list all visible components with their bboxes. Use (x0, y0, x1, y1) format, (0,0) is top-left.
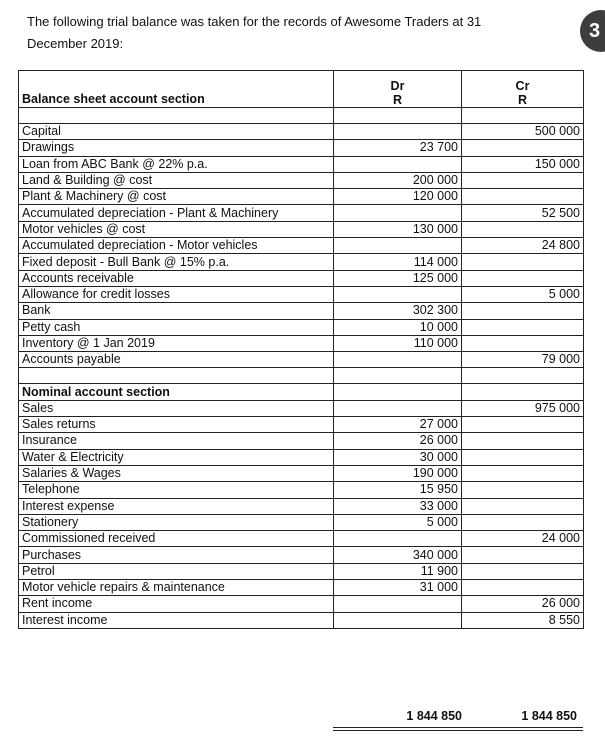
dr-amount-cell: 130 000 (334, 221, 462, 237)
dr-amount-cell (334, 596, 462, 612)
table-row (19, 319, 584, 335)
spacer-cell (19, 108, 334, 124)
cr-amount-cell (462, 465, 584, 481)
spacer-row (19, 108, 584, 124)
intro-line-1: The following trial balance was taken for the records of Awesome Traders at 31 (27, 14, 482, 29)
dr-amount-cell: 23 700 (334, 140, 462, 156)
account-name-cell: Loan from ABC Bank @ 22% p.a. (19, 156, 334, 172)
total-debit: 1 844 850 (406, 709, 462, 723)
table-row (19, 612, 584, 628)
dr-amount-cell: 302 300 (334, 303, 462, 319)
spacer-cell (334, 368, 462, 384)
cr-amount-cell: 24 000 (462, 531, 584, 547)
account-name-cell: Sales returns (19, 417, 334, 433)
table-row (19, 124, 584, 140)
cr-amount-cell (462, 254, 584, 270)
dr-unit: R (392, 93, 403, 107)
table-row (19, 286, 584, 302)
table-row (19, 270, 584, 286)
dr-amount-cell: 200 000 (334, 172, 462, 188)
dr-amount-cell (334, 238, 462, 254)
cr-amount-cell: 150 000 (462, 156, 584, 172)
table-row (19, 449, 584, 465)
account-name-cell: Fixed deposit - Bull Bank @ 15% p.a. (19, 254, 334, 270)
nominal-section-row (19, 384, 584, 400)
cr-unit: R (517, 93, 528, 107)
cr-amount-cell (462, 580, 584, 596)
account-name-cell: Land & Building @ cost (19, 172, 334, 188)
account-name-cell: Petrol (19, 563, 334, 579)
table-row (19, 498, 584, 514)
table-row (19, 303, 584, 319)
cr-amount-cell: 52 500 (462, 205, 584, 221)
empty-amount-cell (334, 384, 462, 400)
dr-amount-cell: 11 900 (334, 563, 462, 579)
dr-label: Dr (390, 79, 405, 93)
cr-amount-cell: 26 000 (462, 596, 584, 612)
table-row (19, 563, 584, 579)
table-row (19, 205, 584, 221)
dr-amount-cell (334, 352, 462, 368)
table-row (19, 238, 584, 254)
cr-amount-cell (462, 563, 584, 579)
account-name-cell: Commissioned received (19, 531, 334, 547)
intro-line-2: December 2019: (27, 36, 124, 51)
cr-amount-cell (462, 417, 584, 433)
account-name-cell: Accumulated depreciation - Motor vehicles (19, 238, 334, 254)
spacer-cell (462, 368, 584, 384)
table-row (19, 465, 584, 481)
table-row (19, 531, 584, 547)
account-name-cell: Insurance (19, 433, 334, 449)
account-name-cell: Accounts receivable (19, 270, 334, 286)
dr-column-header (334, 71, 462, 108)
cr-column-header (462, 71, 584, 108)
account-name-cell: Rent income (19, 596, 334, 612)
dr-amount-cell: 125 000 (334, 270, 462, 286)
dr-amount-cell: 114 000 (334, 254, 462, 270)
dr-amount-cell: 340 000 (334, 547, 462, 563)
dr-amount-cell (334, 205, 462, 221)
table-row (19, 482, 584, 498)
account-name-cell: Drawings (19, 140, 334, 156)
dr-amount-cell: 27 000 (334, 417, 462, 433)
dr-amount-cell: 31 000 (334, 580, 462, 596)
cr-amount-cell (462, 514, 584, 530)
table-row (19, 221, 584, 237)
table-row (19, 172, 584, 188)
dr-amount-cell: 30 000 (334, 449, 462, 465)
question-number-badge: 3 (580, 10, 605, 52)
table-row (19, 140, 584, 156)
cr-amount-cell: 500 000 (462, 124, 584, 140)
total-debit-underline-1 (333, 727, 462, 728)
account-name-cell: Water & Electricity (19, 449, 334, 465)
account-name-cell: Purchases (19, 547, 334, 563)
dr-amount-cell (334, 124, 462, 140)
table-row (19, 547, 584, 563)
table-header-row (19, 71, 584, 108)
cr-amount-cell (462, 270, 584, 286)
spacer-row (19, 368, 584, 384)
dr-amount-cell (334, 156, 462, 172)
nominal-section-title: Nominal account section (19, 384, 334, 400)
cr-label: Cr (515, 79, 530, 93)
dr-amount-cell: 120 000 (334, 189, 462, 205)
dr-amount-cell (334, 286, 462, 302)
cr-amount-cell: 24 800 (462, 238, 584, 254)
table-row (19, 400, 584, 416)
empty-amount-cell (462, 384, 584, 400)
cr-amount-cell (462, 335, 584, 351)
spacer-cell (462, 108, 584, 124)
cr-amount-cell: 975 000 (462, 400, 584, 416)
account-name-cell: Motor vehicles @ cost (19, 221, 334, 237)
dr-amount-cell: 190 000 (334, 465, 462, 481)
cr-amount-cell (462, 189, 584, 205)
cr-amount-cell (462, 547, 584, 563)
table-row (19, 417, 584, 433)
cr-amount-cell (462, 140, 584, 156)
total-credit: 1 844 850 (521, 709, 577, 723)
dr-amount-cell: 5 000 (334, 514, 462, 530)
cr-amount-cell (462, 482, 584, 498)
table-row (19, 352, 584, 368)
cr-amount-cell (462, 433, 584, 449)
account-name-cell: Motor vehicle repairs & maintenance (19, 580, 334, 596)
account-name-cell: Sales (19, 400, 334, 416)
account-name-cell: Salaries & Wages (19, 465, 334, 481)
table-row (19, 254, 584, 270)
cr-amount-cell (462, 498, 584, 514)
table-row (19, 189, 584, 205)
account-name-cell: Accounts payable (19, 352, 334, 368)
account-name-cell: Allowance for credit losses (19, 286, 334, 302)
account-name-cell: Interest expense (19, 498, 334, 514)
trial-balance-body (19, 71, 584, 629)
intro-paragraph (27, 11, 557, 55)
account-name-cell: Accumulated depreciation - Plant & Machinery (19, 205, 334, 221)
total-credit-underline-1 (462, 727, 583, 728)
spacer-cell (334, 108, 462, 124)
account-name-cell: Plant & Machinery @ cost (19, 189, 334, 205)
table-row (19, 596, 584, 612)
cr-amount-cell (462, 303, 584, 319)
dr-amount-cell (334, 612, 462, 628)
table-row (19, 156, 584, 172)
balance-sheet-section-title: Balance sheet account section (19, 71, 334, 108)
account-name-cell: Telephone (19, 482, 334, 498)
cr-amount-cell: 79 000 (462, 352, 584, 368)
cr-amount-cell (462, 449, 584, 465)
account-name-cell: Bank (19, 303, 334, 319)
account-name-cell: Interest income (19, 612, 334, 628)
cr-amount-cell (462, 221, 584, 237)
account-name-cell: Petty cash (19, 319, 334, 335)
cr-amount-cell (462, 319, 584, 335)
dr-amount-cell: 26 000 (334, 433, 462, 449)
cr-amount-cell: 8 550 (462, 612, 584, 628)
dr-amount-cell (334, 531, 462, 547)
table-row (19, 514, 584, 530)
dr-amount-cell: 33 000 (334, 498, 462, 514)
trial-balance-table (18, 70, 584, 629)
spacer-cell (19, 368, 334, 384)
account-name-cell: Inventory @ 1 Jan 2019 (19, 335, 334, 351)
dr-amount-cell: 110 000 (334, 335, 462, 351)
table-row (19, 580, 584, 596)
total-credit-underline-2 (462, 730, 583, 731)
account-name-cell: Stationery (19, 514, 334, 530)
dr-amount-cell: 10 000 (334, 319, 462, 335)
table-row (19, 433, 584, 449)
total-debit-underline-2 (333, 730, 462, 731)
cr-amount-cell: 5 000 (462, 286, 584, 302)
dr-amount-cell: 15 950 (334, 482, 462, 498)
account-name-cell: Capital (19, 124, 334, 140)
dr-amount-cell (334, 400, 462, 416)
table-row (19, 335, 584, 351)
cr-amount-cell (462, 172, 584, 188)
